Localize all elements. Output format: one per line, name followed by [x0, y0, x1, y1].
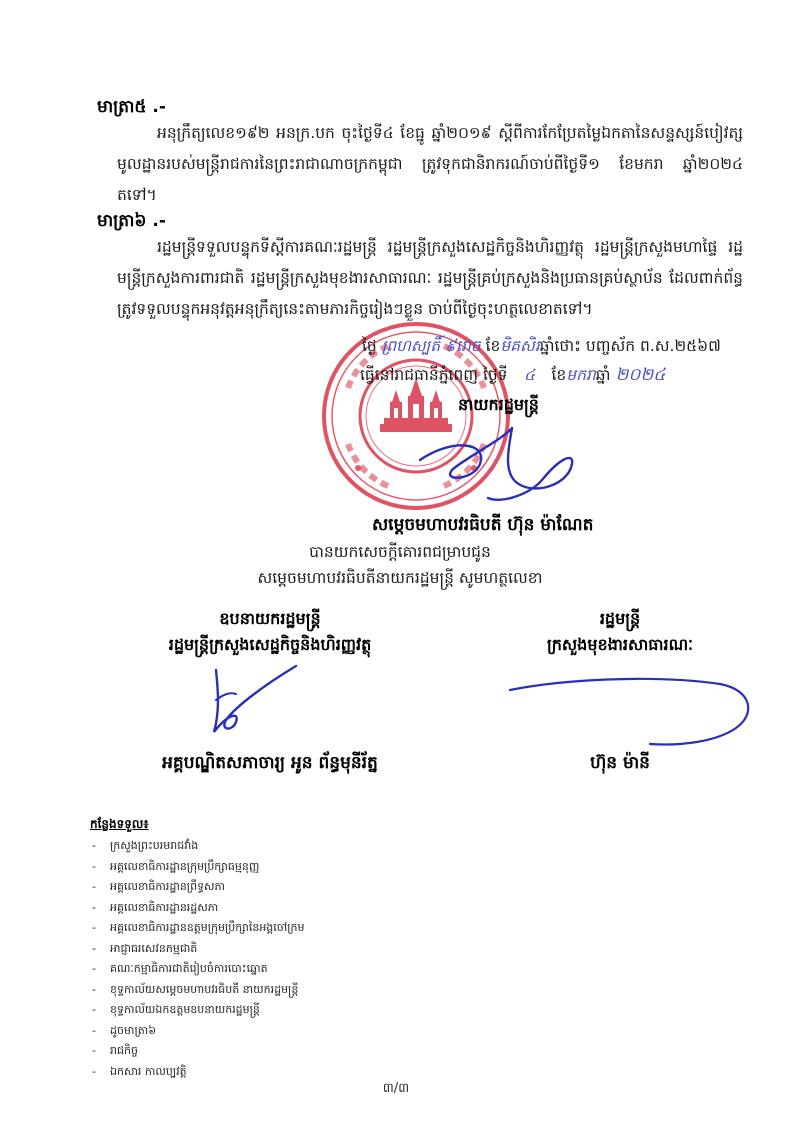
list-item: - អគ្គលេខាធិការដ្ឋានព្រឹទ្ធសភា — [92, 877, 492, 898]
left-signatory-title-1: ឧបនាយករដ្ឋមន្ត្រី — [219, 609, 321, 628]
article-6-heading: មាត្រា៦ .- — [97, 211, 166, 231]
solar-dateline — [360, 364, 665, 389]
left-signatory-title-2: រដ្ឋមន្ត្រីក្រសួងសេដ្ឋកិច្ចនិងហិរញ្ញវត្ថុ — [168, 635, 372, 654]
submission-line-2: សម្ដេចមហាបវរធិបតីនាយករដ្ឋមន្ត្រី សូមហត្ថលេខា — [257, 569, 543, 587]
list-item: - ក្រសួងព្រះបរមរាជវាំង — [92, 836, 492, 857]
list-item: - គណៈកម្មាធិការជាតិរៀបចំការបោះឆ្នោត — [92, 959, 492, 980]
prime-minister-name: សម្ដេចមហាបវរធិបតី ហ៊ុន ម៉ាណែត — [372, 515, 594, 535]
article-6-text: រដ្ឋមន្ត្រីទទួលបន្ទុកទីស្ដីការគណៈរដ្ឋមន្ត្រី រដ្ឋមន្ត្រីក្រសួងសេដ្ឋកិច្ចនិងហិរញ្ញវត្ថុ រដ្ឋមន្ត្រីក្រសួងមហាផ្ទៃ រដ្ឋមន្ត្រីក្រសួងការពារជាតិ រដ្ឋមន្ត្រីក្រសួងមុខងារសាធារណៈ រដ្ឋមន្ត្រីគ្រប់ក្រសួងនិងប្រធានគ្រប់ស្ថាប័ន ដែលពាក់ព័ន្ធ ត្រូវទទួលបន្ទុកអនុវត្តអនុក្រឹត្យនេះតាមភារកិច្ចរៀងៗខ្លួន ចាប់ពីថ្ងៃចុះហត្ថលេខាតទៅ។ — [117, 238, 743, 318]
list-item: - អាជ្ញាធរសេវនកម្មជាតិ — [92, 939, 492, 960]
article-5-heading: មាត្រា៥ .- — [97, 97, 166, 117]
submission-line-1: បានយកសេចក្ដីគោរពជម្រាបជូន — [309, 543, 491, 561]
prime-minister-signature — [392, 420, 592, 510]
lunar-prefix: ថ្ងៃ — [362, 337, 377, 355]
article-5-body — [117, 118, 743, 211]
recipients-title: កន្លែងទទួល៖ — [90, 817, 149, 831]
list-item: - ខុទ្ទកាល័យឯកឧត្តមឧបនាយករដ្ឋមន្ត្រី — [92, 1000, 492, 1021]
solar-month-label: ខែ — [551, 366, 567, 384]
lunar-month-label: ខែ — [485, 337, 501, 355]
solar-year-handwritten: ២០២៤ — [615, 365, 666, 385]
list-item: - រាជកិច្ច — [92, 1041, 492, 1062]
right-signatory-title-1: រដ្ឋមន្ត្រី — [599, 609, 641, 628]
list-item: - អគ្គលេខាធិការដ្ឋានឧត្តមក្រុមប្រឹក្សានៃអង្គចៅក្រម — [92, 918, 492, 939]
lunar-suffix: ឆ្នាំថោះ បញ្ចស័ក ព.ស.២៥៦៧ — [539, 337, 721, 355]
solar-day-handwritten: ៤ — [524, 366, 536, 384]
prime-minister-title: នាយករដ្ឋមន្ត្រី — [458, 395, 539, 414]
recipients-list — [92, 836, 492, 1082]
lunar-dateline — [362, 336, 721, 359]
list-item: - អគ្គលេខាធិការដ្ឋានក្រុមប្រឹក្សាធម្មនុញ្ញ — [92, 857, 492, 878]
solar-prefix: ធ្វើនៅរាជធានីភ្នំពេញ ថ្ងៃទី — [360, 366, 508, 384]
solar-month-handwritten: មករា — [566, 366, 596, 384]
lunar-month-handwritten: មិគសិរ — [500, 337, 540, 355]
list-item: - អគ្គលេខាធិការដ្ឋានរដ្ឋសភា — [92, 898, 492, 919]
right-signatory-signature — [500, 668, 760, 748]
article-6-body — [117, 232, 743, 325]
solar-year-label: ឆ្នាំ — [595, 366, 611, 384]
page-number: ៣/៣ — [382, 1081, 410, 1096]
list-item: - ឯកសារ កាលប្បវត្តិ — [92, 1062, 492, 1083]
right-signatory-name: ហ៊ុន ម៉ានី — [590, 753, 650, 773]
article-5-text: អនុក្រឹត្យលេខ១៩២ អនក្រ.បក ចុះថ្ងៃទី៤ ខែធ្នូ ឆ្នាំ២០១៩ ស្ដីពីការកែប្រែតម្លៃឯកតានៃសន្ទស្សន៍បៀវត្សមូលដ្ឋានរបស់មន្ត្រីរាជការនៃព្រះរាជាណាចក្រកម្ពុជា ត្រូវទុកជានិរាករណ៍ចាប់ពីថ្ងៃទី១ ខែមករា ឆ្នាំ២០២៤ តទៅ។ — [117, 124, 743, 204]
left-signatory-name: អគ្គបណ្ឌិតសភាចារ្យ អូន ព័ន្ធមុនីរ័ត្ន — [162, 753, 378, 773]
list-item: - ខុទ្ទកាល័យសម្ដេចមហាបវរធិបតី នាយករដ្ឋមន្ត្រី — [92, 980, 492, 1001]
list-item: - ដូចមាត្រា៦ — [92, 1021, 492, 1042]
right-signatory-title-2: ក្រសួងមុខងារសាធារណៈ — [547, 635, 693, 654]
lunar-day-handwritten: ព្រហស្បតិ៍ ៩រោច — [381, 337, 481, 355]
left-signatory-signature — [196, 660, 306, 740]
